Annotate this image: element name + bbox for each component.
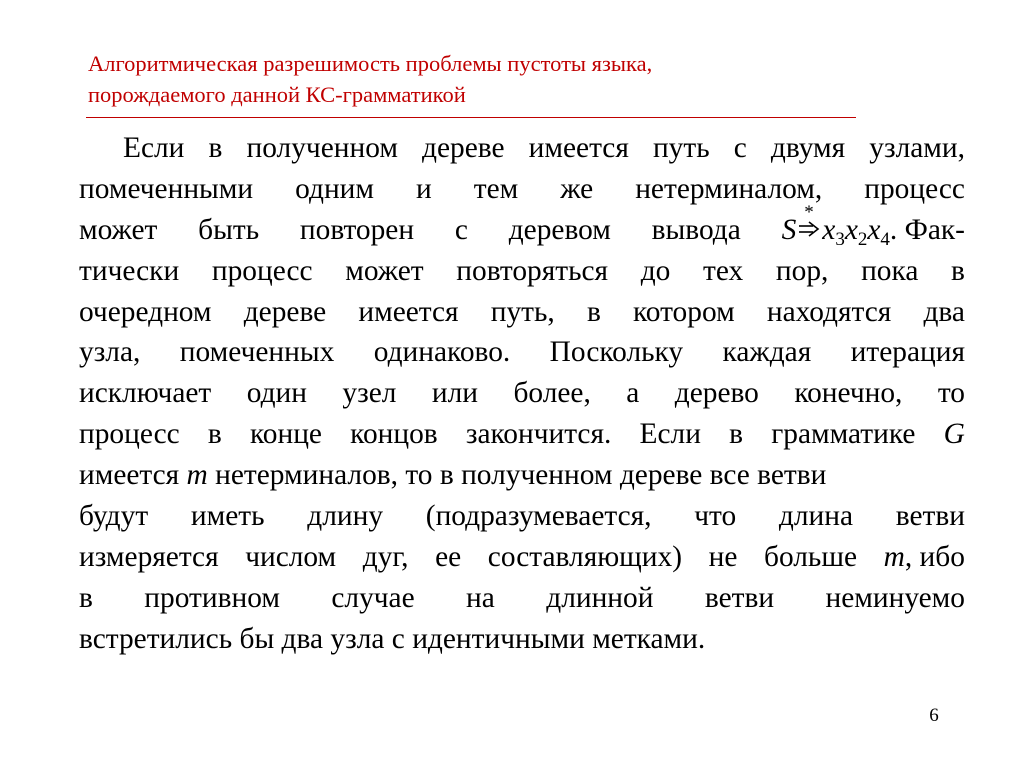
text-line (79, 251, 965, 292)
text-word: неминуемо (825, 581, 965, 614)
text-word: пор, (775, 254, 829, 287)
text-word: дуг, (362, 540, 409, 573)
text-line (79, 537, 965, 578)
text-word: имеется (358, 295, 459, 328)
text-word: ветви (704, 581, 775, 614)
text-word: более, (513, 377, 591, 410)
text-word: тем (473, 172, 519, 205)
math-variable-g: G (943, 418, 965, 451)
text-word: узлами, (869, 132, 965, 164)
page-number: 6 (929, 705, 939, 726)
text-word: вывода (651, 213, 741, 246)
text-word: случае (331, 581, 415, 614)
text-word: очередном (79, 295, 212, 328)
math-variable-m: m (883, 540, 905, 573)
text-word: то (937, 377, 965, 410)
title-underline (86, 117, 856, 118)
text-word: числом (245, 540, 337, 573)
text-word: каждая (722, 336, 812, 369)
text-word: путь, (490, 295, 555, 328)
text-word: же (560, 172, 594, 205)
text-word: процесс (864, 172, 965, 205)
text-word: и (416, 172, 432, 205)
text-fragment: нетерминалов, то в полученном дереве все ветви (215, 459, 827, 492)
text-word: измеряется (79, 540, 219, 573)
text-word: может (79, 213, 158, 246)
math-subscript: 4 (880, 228, 890, 250)
text-word: двумя (770, 132, 846, 164)
text-word: будут (79, 500, 149, 533)
text-word: в (208, 132, 223, 164)
text-word: тех (703, 254, 744, 287)
text-word: с (733, 132, 747, 164)
text-word: пока (861, 254, 919, 287)
math-variable-group (884, 537, 965, 578)
text-word: в (79, 581, 93, 614)
text-word: ветви (895, 500, 965, 533)
text-word: ее (435, 540, 462, 573)
text-word: узел (342, 377, 397, 410)
text-fragment: , ибо (904, 540, 965, 573)
text-word: в (951, 254, 965, 287)
text-word: противном (144, 581, 280, 614)
text-line (79, 201, 965, 251)
text-word: идентичными (412, 622, 585, 655)
text-word: закончится. (465, 418, 612, 451)
text-word: в (207, 418, 222, 451)
math-variable: x (822, 213, 836, 246)
text-word: составляющих) (487, 540, 683, 573)
text-line (79, 169, 965, 210)
arrow-star-mark: * (804, 201, 814, 223)
text-fragment: . Фак- (889, 213, 965, 246)
text-word: конце (249, 418, 322, 451)
math-variable: x (844, 213, 858, 246)
text-word: на (466, 581, 495, 614)
derivation-arrow-icon (798, 201, 820, 241)
text-word: бы (239, 622, 275, 655)
text-word: один (246, 377, 307, 410)
text-word: одинаково. (373, 336, 511, 369)
text-word: нетерминалом, (635, 172, 823, 205)
text-line (79, 332, 965, 373)
text-line (79, 496, 965, 537)
text-word: помеченных (179, 336, 335, 369)
derivation-expression (781, 201, 965, 251)
text-word: полученном (246, 132, 398, 164)
text-word: длину (307, 500, 384, 533)
text-word: два (923, 295, 965, 328)
text-word: с (454, 213, 468, 246)
text-word: находятся (766, 295, 892, 328)
body-paragraph (79, 128, 965, 660)
text-word: или (431, 377, 479, 410)
text-word: иметь (190, 500, 265, 533)
math-subscript: 3 (835, 228, 845, 250)
slide-title-line-2: порождаемого данной КС-грамматикой (88, 82, 466, 107)
text-word: в (586, 295, 601, 328)
text-line (79, 578, 965, 619)
text-word: процесс (211, 254, 313, 287)
text-word: длина (778, 500, 854, 533)
text-word: длинной (546, 581, 654, 614)
text-word: дереве (422, 132, 505, 164)
slide-title (88, 48, 868, 110)
text-word: помеченными (79, 172, 254, 205)
text-word: а (626, 377, 640, 410)
text-word: повторен (299, 213, 415, 246)
text-word: деревом (508, 213, 611, 246)
text-word: метками. (592, 622, 706, 655)
math-subscript: 2 (857, 228, 868, 250)
math-variable-m: m (186, 459, 208, 492)
text-line (79, 128, 965, 169)
text-word: одним (295, 172, 374, 205)
text-word: процесс (79, 418, 180, 451)
text-line (79, 414, 965, 455)
text-word: больше (764, 540, 858, 573)
slide-title-line-1: Алгоритмическая разрешимость проблемы пустоты языка, (88, 51, 653, 76)
text-word: имеется (528, 132, 629, 164)
text-word: дереве (243, 295, 327, 328)
text-word: в (729, 418, 744, 451)
text-word: концов (350, 418, 438, 451)
text-word: не (708, 540, 738, 573)
math-start-symbol: S (781, 213, 797, 246)
text-word: два (281, 622, 324, 655)
text-word: (подразумевается, (425, 500, 652, 533)
text-word: грамматике (771, 418, 916, 451)
text-line (79, 455, 965, 496)
text-line (79, 373, 965, 414)
text-word: Если (123, 132, 185, 164)
text-word: Поскольку (549, 336, 684, 369)
text-word: до (640, 254, 671, 287)
text-word: имеется (79, 459, 180, 492)
text-word: конечно, (794, 377, 903, 410)
text-word: повторяться (456, 254, 609, 287)
text-line (79, 619, 965, 660)
text-word: тически (79, 254, 180, 287)
text-word: быть (198, 213, 260, 246)
text-word: итерация (850, 336, 965, 369)
text-word: что (694, 500, 737, 533)
text-word: котором (633, 295, 735, 328)
text-line (79, 292, 965, 333)
text-word: узла, (79, 336, 141, 369)
text-word: может (345, 254, 424, 287)
text-word: с (391, 622, 405, 655)
text-word: путь (652, 132, 710, 164)
text-word: исключает (79, 377, 212, 410)
text-word: встретились (79, 622, 233, 655)
math-variable: x (867, 213, 881, 246)
text-word: узла (330, 622, 385, 655)
text-word: дерево (674, 377, 759, 410)
text-word: Если (639, 418, 701, 451)
